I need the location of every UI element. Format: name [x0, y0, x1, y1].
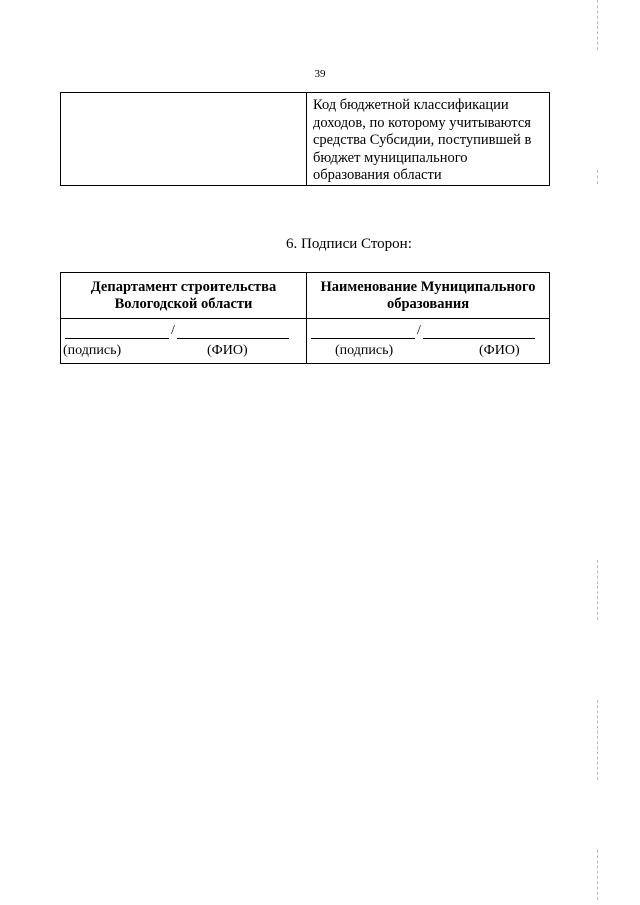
scan-margin-mark: [597, 560, 598, 620]
right-name-line: [423, 338, 535, 339]
signatures-header-row: [61, 273, 549, 319]
budget-code-line: бюджет муниципального: [313, 149, 468, 166]
right-party-line2: образования: [386, 296, 470, 312]
left-signature-line: [65, 338, 169, 339]
budget-code-line: средства Субсидии, поступившей в: [313, 132, 532, 148]
right-party-header: [307, 273, 549, 318]
signatures-table: [60, 272, 550, 364]
budget-classification-table: [60, 92, 550, 186]
left-party-line1: Департамент строительства: [90, 279, 277, 295]
left-signature-cell: [61, 319, 307, 363]
left-name-line: [177, 338, 289, 339]
scan-margin-mark: [597, 700, 598, 780]
left-party-header: [61, 273, 307, 318]
right-party-line1: Наименование Муниципального: [320, 279, 536, 295]
right-signature-cell: [307, 319, 549, 363]
section-heading: 6. Подписи Сторон:: [286, 236, 412, 252]
left-signature-slash: /: [171, 323, 175, 338]
signatures-body-row: [61, 319, 549, 363]
budget-code-line: образования области: [313, 167, 442, 183]
left-name-label: (ФИО): [207, 343, 248, 358]
left-signature-label: (подпись): [63, 343, 122, 358]
right-signature-line: [311, 338, 415, 339]
scan-margin-mark: [597, 170, 598, 184]
budget-code-line: Код бюджетной классификации: [313, 97, 509, 113]
page-number: 39: [314, 68, 326, 80]
budget-code-label-cell: [307, 93, 549, 185]
budget-code-line: доходов, по которому учитываются: [313, 114, 531, 131]
right-name-label: (ФИО): [479, 343, 520, 358]
budget-code-value-cell: [61, 93, 307, 185]
scan-margin-mark: [597, 0, 598, 50]
scan-margin-mark: [597, 850, 598, 900]
left-party-line2: Вологодской области: [114, 296, 253, 312]
right-signature-label: (подпись): [335, 343, 394, 358]
right-signature-slash: /: [417, 323, 421, 338]
